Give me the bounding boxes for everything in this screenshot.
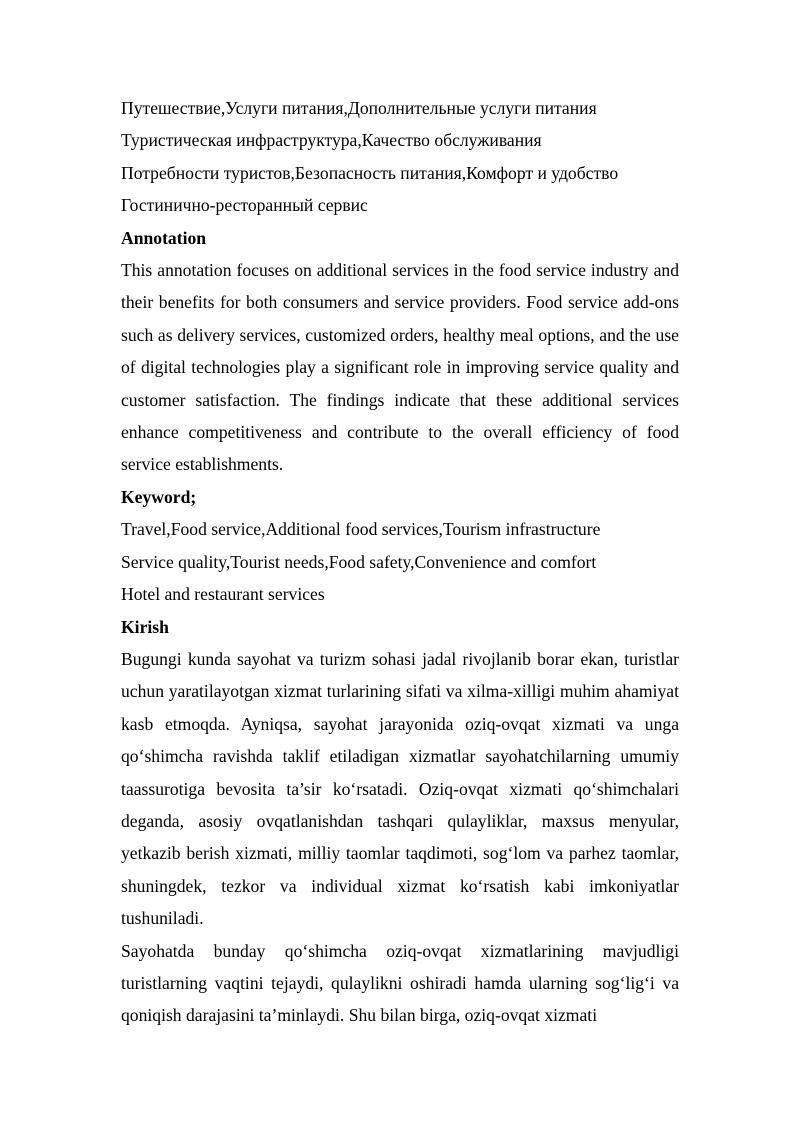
keyword-heading: Keyword; <box>121 486 197 507</box>
ru-keyword-line-2: Туристическая инфраструктура,Качество обслуживания <box>121 130 542 151</box>
keyword-line-1: Travel,Food service,Additional food services,Tourism infrastructure <box>121 519 601 540</box>
keyword-line-3: Hotel and restaurant services <box>121 584 325 605</box>
intro-paragraph-2: Sayohatda bunday qo‘shimcha oziq-ovqat xizmatlarining mavjudligi turistlarning vaqtini tejaydi, qulaylikni oshiradi hamda ularning sog‘lig‘i va qoniqish darajasini ta’minlaydi. Shu bilan birga, oziq-ovqat xizmati <box>121 940 679 1026</box>
ru-keyword-line-3: Потребности туристов,Безопасность питания,Комфорт и удобство <box>121 162 619 183</box>
intro-heading: Kirish <box>121 616 169 637</box>
ru-keyword-line-4: Гостинично-ресторанный сервис <box>121 195 368 216</box>
annotation-heading: Annotation <box>121 227 207 248</box>
annotation-paragraph: This annotation focuses on additional services in the food service industry and their benefits for both consumers and service providers. Food service add-ons such as delivery services, customized orders, healthy meal options, and the use of digital technologies play a significant role in improving service quality and customer satisfaction. The findings indicate that these additional services enhance competitiveness and contribute to the overall efficiency of food service establishments. <box>121 260 679 475</box>
ru-keyword-line-1: Путешествие,Услуги питания,Дополнительные услуги питания <box>121 98 597 118</box>
intro-paragraph-1: Bugungi kunda sayohat va turizm sohasi jadal rivojlanib borar ekan, turistlar uchun yaratilayotgan xizmat turlarining sifati va xilma-xilligi muhim ahamiyat kasb etmoqda. Ayniqsa, sayohat jarayonida oziq-ovqat xizmati va unga qo‘shimcha ravishda taklif etiladigan xizmatlar sayohatchilarning umumiy taassurotiga bevosita ta’sir ko‘rsatadi. Oziq-ovqat xizmati qo‘shimchalari deganda, asosiy ovqatlanishdan tashqari qulayliklar, maxsus menyular, yetkazib berish xizmati, milliy taomlar taqdimoti, sog‘lom va parhez taomlar, shuningdek, tezkor va individual xizmat ko‘rsatish kabi imkoniyatlar tushuniladi. <box>121 648 679 929</box>
keyword-line-2: Service quality,Tourist needs,Food safety,Convenience and comfort <box>121 551 597 572</box>
document-page <box>121 92 679 1032</box>
